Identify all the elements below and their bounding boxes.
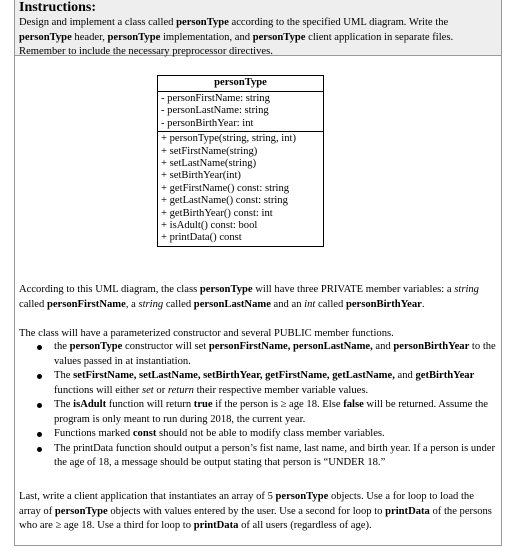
- bold-text: personType: [252, 31, 306, 43]
- text-run: The class will have a parameterized constructor and several PUBLIC member functions.: [19, 328, 394, 339]
- italic-text: string: [454, 284, 479, 295]
- list-item: [19, 427, 499, 442]
- italic-text: string: [138, 298, 164, 310]
- bold-text: false: [343, 399, 364, 410]
- list-item: [19, 442, 499, 471]
- text-run: will be returned. Assume the program is only meant to run during 2018, the current year.: [54, 399, 488, 425]
- uml-method: + personType(string, string, int): [161, 133, 296, 145]
- text-run: to the values passed in at instantiation.: [54, 341, 496, 367]
- bold-text: personType: [107, 31, 161, 43]
- italic-text: set: [141, 384, 154, 396]
- bold-text: personLastName: [193, 298, 271, 310]
- bold-text: personType: [176, 17, 229, 28]
- uml-attributes: [158, 92, 323, 132]
- text-run: the: [54, 341, 70, 352]
- uml-method: + printData() const: [161, 232, 242, 244]
- uml-method: + setLastName(string): [161, 158, 257, 170]
- uml-method: + getLastName() const: string: [161, 195, 288, 207]
- text-run: function will return: [106, 399, 194, 410]
- bold-text: printData: [193, 520, 239, 531]
- text-run: should not be able to modify class member variables.: [156, 428, 385, 439]
- list-item: [19, 398, 499, 427]
- uml-methods: [158, 132, 323, 246]
- text-run: and an: [270, 298, 305, 310]
- text-run: constructor will set: [122, 341, 209, 352]
- bold-text: personFirstName: [46, 298, 126, 310]
- text-run: Last, write a client application that instantiates an array of 5: [19, 491, 276, 502]
- text-run: and: [394, 370, 416, 381]
- bold-text: isAdult: [73, 399, 107, 410]
- text-run: called: [19, 298, 47, 310]
- text-run: Design and implement a class called: [19, 17, 177, 28]
- uml-summary-paragraph: [19, 283, 495, 312]
- italic-text: return: [167, 384, 194, 396]
- text-run: of the persons who are ≥ age 18. Use a third for loop to: [19, 505, 492, 531]
- text-run: Functions marked: [54, 428, 133, 439]
- uml-method: + getFirstName() const: string: [161, 182, 290, 194]
- requirements-list: [19, 340, 499, 471]
- text-run: objects with values entered by the user. Use a second for loop to: [107, 505, 386, 517]
- uml-method: + setFirstName(string): [161, 145, 258, 157]
- uml-attribute: - personFirstName: string: [161, 93, 270, 104]
- text-run: The: [54, 399, 74, 410]
- text-run: .: [421, 298, 425, 310]
- bold-text: getBirthYear: [415, 370, 475, 381]
- page-title: Instructions:: [19, 0, 97, 15]
- text-run: called: [315, 298, 346, 310]
- bold-text: personType: [54, 505, 108, 517]
- closing-paragraph: [19, 490, 495, 534]
- uml-method: + setBirthYear(int): [161, 170, 241, 182]
- bold-text: personType: [19, 31, 72, 43]
- text-run: according to the specified UML diagram. Write the: [228, 17, 449, 28]
- uml-attribute: - personBirthYear: int: [161, 117, 254, 129]
- bold-text: true: [193, 399, 213, 410]
- text-run: of all users (regardless of age).: [238, 520, 372, 531]
- text-run: The printData function should output a person’s fist name, last name, and birth year. If a person is under the age of 18, a message should be output stating that person is “UNDER 18.”: [54, 442, 496, 468]
- list-item: [19, 369, 499, 398]
- bold-text: personType: [69, 341, 123, 352]
- list-item: [19, 340, 499, 369]
- text-run: header,: [71, 31, 108, 43]
- text-run: According to this UML diagram, the class: [19, 284, 200, 295]
- bold-text: personFirstName, personLastName,: [208, 341, 373, 352]
- text-run: and: [372, 341, 394, 352]
- bold-text: setFirstName, setLastName, setBirthYear, getFirstName, getLastName,: [73, 370, 395, 381]
- text-run: implementation, and: [160, 31, 253, 43]
- uml-method: + getBirthYear() const: int: [161, 207, 273, 219]
- uml-method: + isAdult() const: bool: [161, 220, 258, 232]
- text-run: client application in separate files. Remember to include the necessary preprocessor directives.: [19, 31, 454, 57]
- bold-text: personBirthYear: [345, 298, 422, 310]
- text-run: called: [163, 298, 194, 310]
- bold-text: personType: [199, 284, 253, 295]
- text-run: if the person is ≥ age 18. Else: [212, 399, 344, 410]
- intro-paragraph: [19, 16, 495, 60]
- uml-attribute: - personLastName: string: [161, 105, 269, 117]
- bold-text: printData: [385, 505, 430, 517]
- uml-class-name: personType: [158, 76, 323, 92]
- italic-text: int: [304, 298, 316, 310]
- text-run: objects. Use a for loop to load the array of: [19, 491, 474, 517]
- bold-text: personType: [275, 491, 329, 502]
- text-run: The: [54, 370, 74, 381]
- text-run: their respective member variable values.: [193, 384, 369, 396]
- text-run: or: [153, 384, 168, 396]
- text-run: functions will either: [54, 384, 142, 396]
- text-run: , a: [125, 298, 139, 310]
- bold-text: personBirthYear: [393, 341, 470, 352]
- bold-text: const: [132, 428, 157, 439]
- text-run: will have three PRIVATE member variables: a: [252, 284, 455, 295]
- uml-diagram: [157, 75, 324, 247]
